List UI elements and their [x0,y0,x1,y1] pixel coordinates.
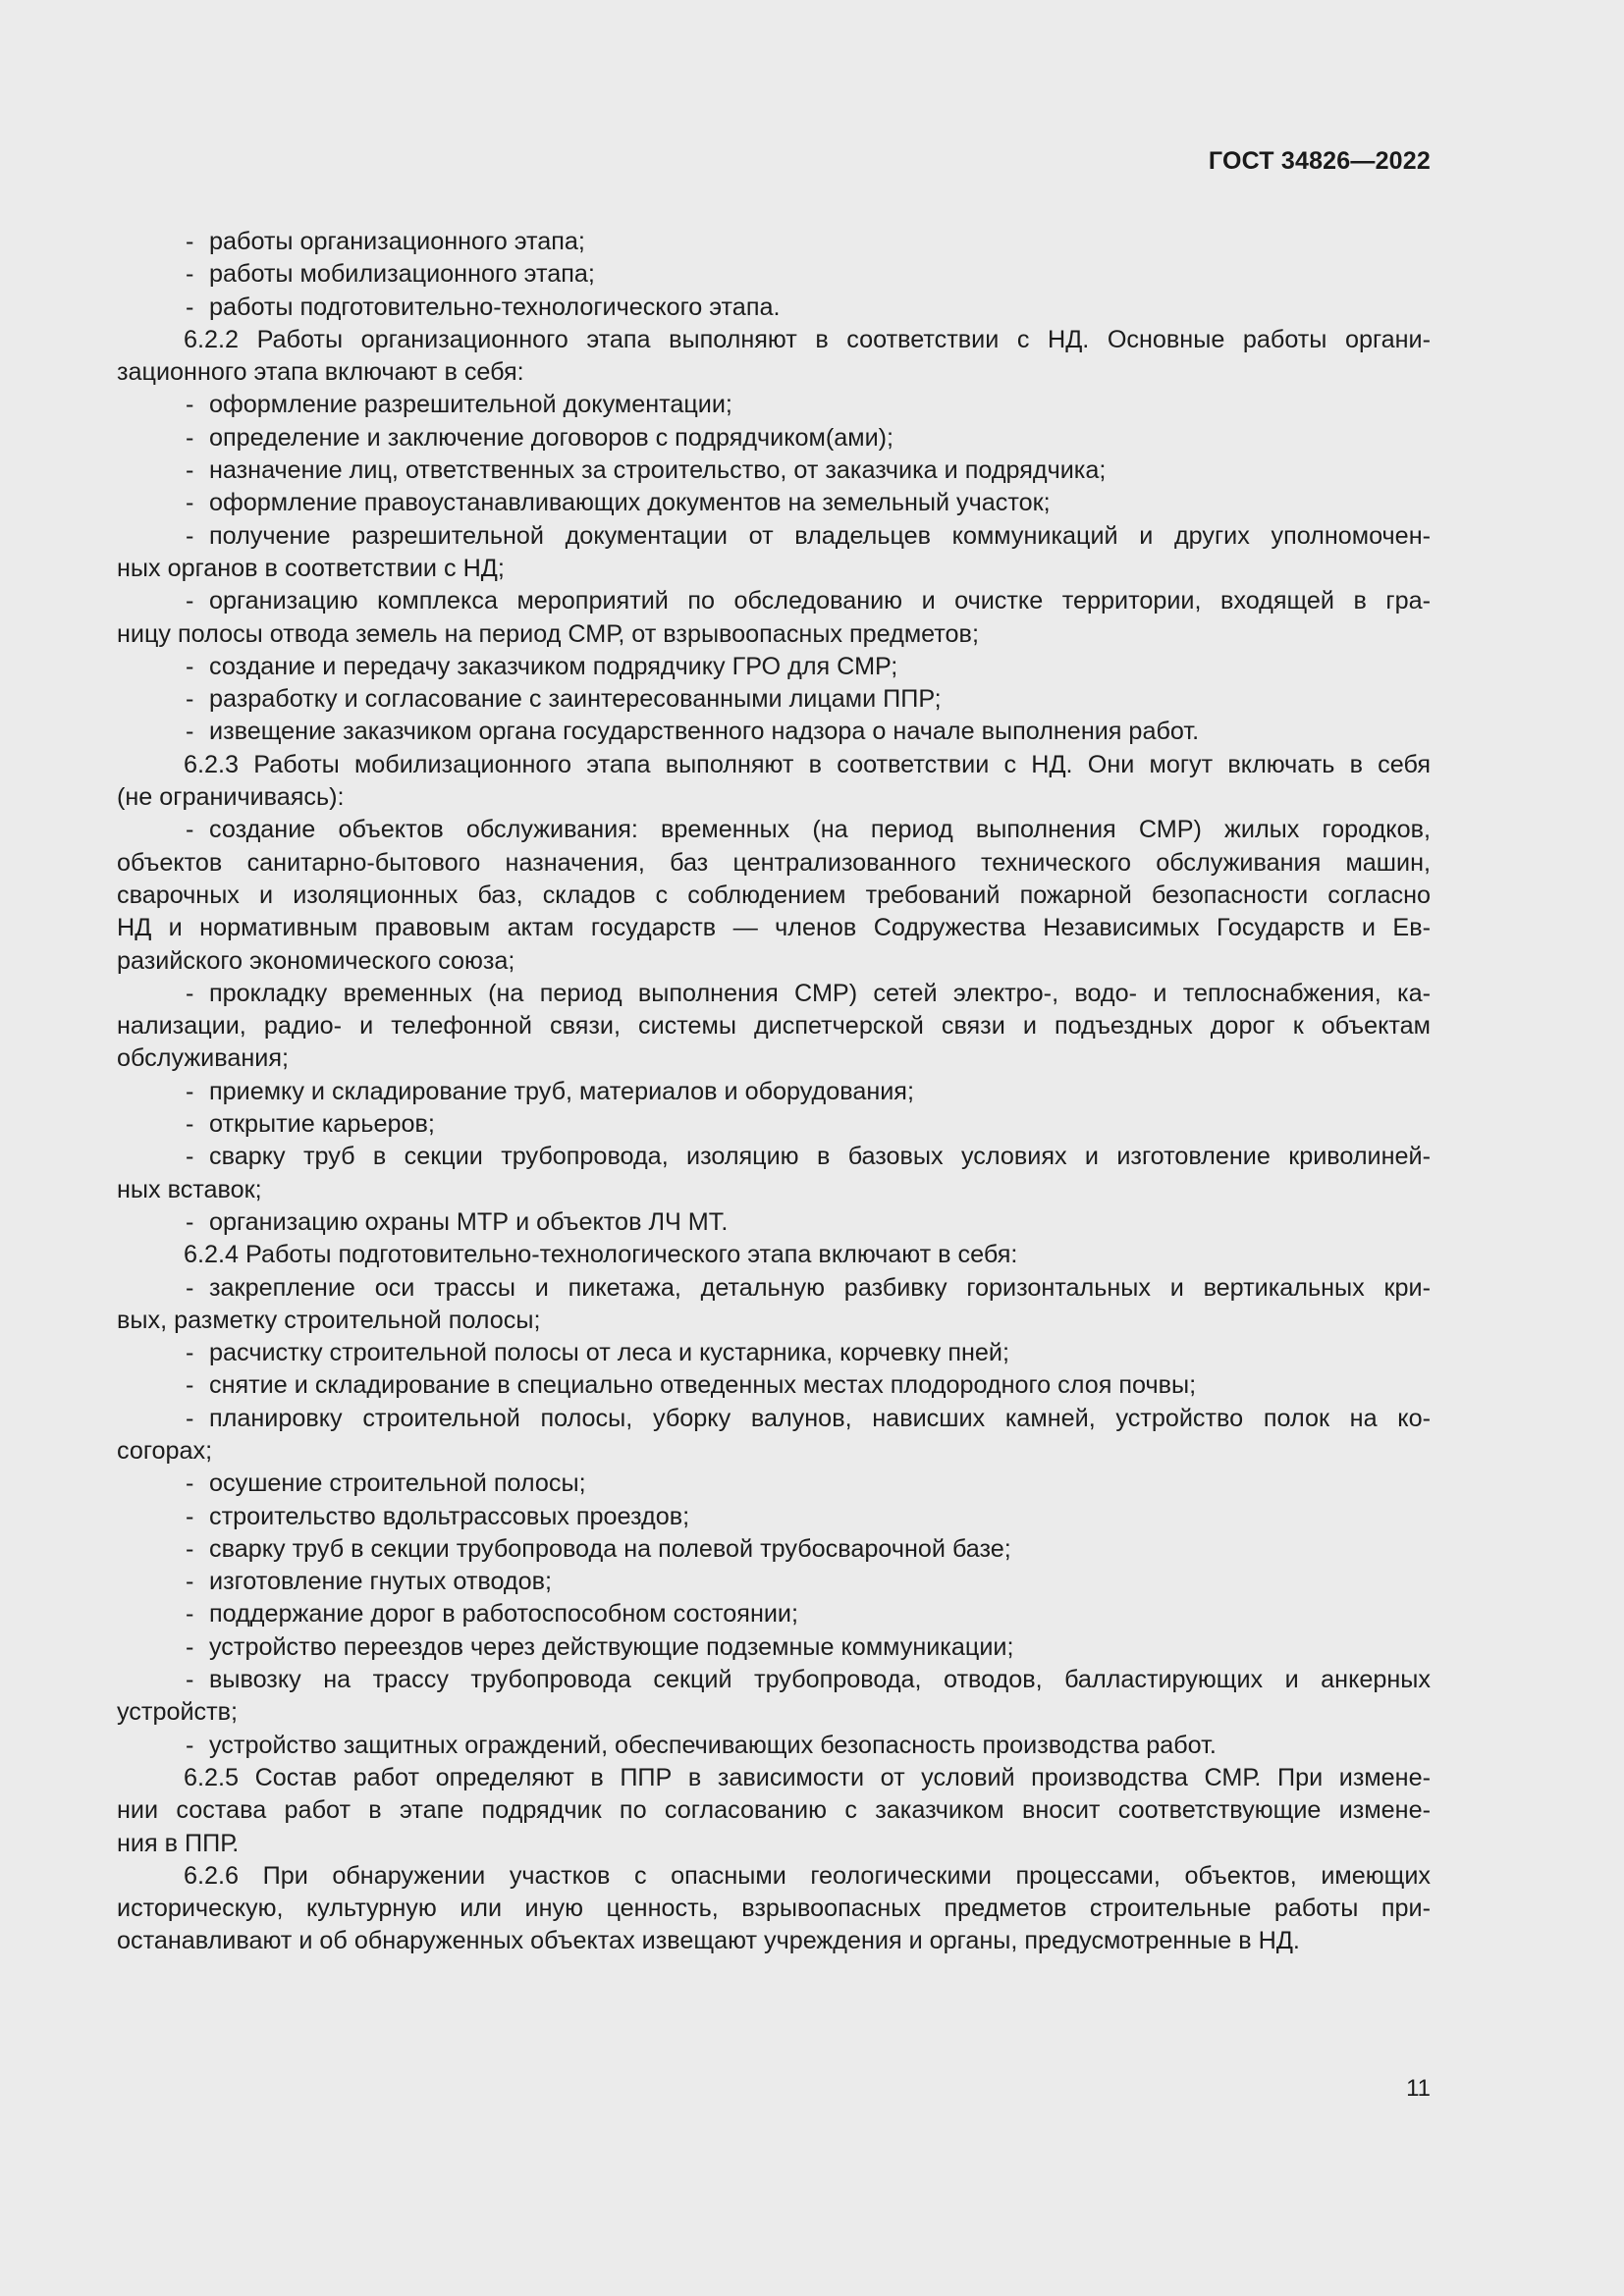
continuation-line: ния в ППР. [117,1829,240,1857]
continuation-line: вых, разметку строительной полосы; [117,1306,541,1334]
list-item-text: создание и передачу заказчиком подрядчику ГРО для СМР; [209,652,898,680]
list-item-text: снятие и складирование в специально отведенных местах плодородного слоя почвы; [209,1371,1197,1400]
list-item [117,422,1431,454]
list-item [117,814,1431,846]
list-item [117,716,1431,748]
continuation-line: НД и нормативным правовым актам государств — членов Содружества Независимых Государств и Ев- [117,914,1431,942]
list-dash: - [186,293,194,321]
list-item-text: работы подготовительно-технологического этапа. [209,293,781,321]
list-item [117,1533,1431,1566]
list-item [117,651,1431,683]
continuation-line: нии состава работ в этапе подрядчик по согласованию с заказчиком вносит соответствующие измене- [117,1796,1431,1825]
continuation-line: обслуживания; [117,1044,289,1073]
list-item [117,487,1431,519]
list-dash: - [186,1077,194,1105]
paragraph-line: 6.2.5 Состав работ определяют в ППР в зависимости от условий производства СМР. При измене- [184,1763,1431,1791]
list-dash: - [186,816,194,844]
list-dash: - [186,1568,194,1596]
list-item-text: прокладку временных (на период выполнения СМР) сетей электро-, водо- и теплоснабжения, ка- [209,979,1431,1007]
list-item [117,1076,1431,1108]
list-dash: - [186,718,194,746]
list-item [117,1566,1431,1598]
list-dash: - [186,1502,194,1530]
list-dash: - [186,1143,194,1171]
list-item-text: создание объектов обслуживания: временных (на период выполнения СМР) жилых городков, [209,816,1431,844]
continuation-line: нализации, радио- и телефонной связи, системы диспетчерской связи и подъездных дорог к объектам [117,1012,1431,1041]
list-dash: - [186,1666,194,1694]
list-dash: - [186,456,194,485]
continuation-line: ных органов в соответствии с НД; [117,554,505,582]
list-item [117,389,1431,421]
list-dash: - [186,587,194,615]
continuation-line: согорах; [117,1436,213,1465]
continuation-line: объектов санитарно-бытового назначения, баз централизованного технического обслуживания машин, [117,848,1431,877]
list-item-text: работы мобилизационного этапа; [209,260,595,289]
list-item [117,1631,1431,1664]
document-header: ГОСТ 34826—2022 [1208,147,1431,175]
list-item [117,1730,1431,1762]
list-dash: - [186,1404,194,1432]
list-item-text: строительство вдольтрассовых проездов; [209,1502,690,1530]
continuation-line: устройств; [117,1698,239,1727]
continuation-line: разийского экономического союза; [117,946,515,975]
list-item [117,1369,1431,1402]
list-item-text: организацию охраны МТР и объектов ЛЧ МТ. [209,1207,729,1236]
list-item [117,520,1431,553]
continuation-line: ницу полосы отвода земель на период СМР, от взрывоопасных предметов; [117,619,979,648]
list-item [117,585,1431,617]
list-item-text: организацию комплекса мероприятий по обследованию и очистке территории, входящей в гра- [209,587,1431,615]
list-dash: - [186,1469,194,1498]
list-dash: - [186,652,194,680]
list-item-text: изготовление гнутых отводов; [209,1568,553,1596]
list-item [117,1598,1431,1630]
list-dash: - [186,979,194,1007]
list-item-text: открытие карьеров; [209,1110,435,1139]
list-dash: - [186,1600,194,1629]
paragraph-line: 6.2.3 Работы мобилизационного этапа выполняют в соответствии с НД. Они могут включать в себя [184,750,1431,778]
list-item-text: устройство переездов через действующие подземные коммуникации; [209,1632,1014,1661]
list-item [117,1501,1431,1533]
list-item [117,978,1431,1010]
continuation-line: историческую, культурную или иную ценность, взрывоопасных предметов строительные работы при- [117,1895,1431,1923]
list-item [117,1468,1431,1500]
continuation-line: останавливают и об обнаруженных объектах извещают учреждения и органы, предусмотренные в НД. [117,1927,1300,1955]
list-dash: - [186,521,194,550]
continuation-line: сварочных и изоляционных баз, складов с соблюдением требований пожарной безопасности согласно [117,881,1431,909]
list-dash: - [186,1371,194,1400]
list-item [117,1403,1431,1435]
paragraph-line: 6.2.6 При обнаружении участков с опасными геологическими процессами, объектов, имеющих [184,1861,1431,1890]
paragraph-line: 6.2.2 Работы организационного этапа выполняют в соответствии с НД. Основные работы органи- [184,325,1431,353]
list-item-text: осушение строительной полосы; [209,1469,586,1498]
continuation-line: зационного этапа включают в себя: [117,358,524,387]
list-item-text: сварку труб в секции трубопровода на полевой трубосварочной базе; [209,1534,1011,1563]
continuation-line: ных вставок; [117,1175,262,1203]
list-item [117,454,1431,487]
list-item-text: сварку труб в секции трубопровода, изоляцию в базовых условиях и изготовление криволиней- [209,1143,1431,1171]
list-item-text: работы организационного этапа; [209,228,585,255]
list-dash: - [186,423,194,452]
list-dash: - [186,489,194,517]
list-item-text: вывозку на трассу трубопровода секций трубопровода, отводов, балластирующих и анкерных [209,1666,1431,1694]
list-dash: - [186,1534,194,1563]
list-dash: - [186,1207,194,1236]
list-item [117,1272,1431,1305]
list-item-text: назначение лиц, ответственных за строительство, от заказчика и подрядчика; [209,456,1107,485]
list-item-text: оформление разрешительной документации; [209,391,732,419]
list-item-text: оформление правоустанавливающих документов на земельный участок; [209,489,1051,517]
list-item-text: извещение заказчиком органа государственного надзора о начале выполнения работ. [209,718,1200,746]
paragraph-line: 6.2.4 Работы подготовительно-технологического этапа включают в себя: [184,1241,1018,1269]
list-dash: - [186,1273,194,1302]
continuation-line: (не ограничиваясь): [117,783,345,812]
list-dash: - [186,1632,194,1661]
list-item [117,1141,1431,1173]
list-item [117,258,1431,291]
list-item-text: планировку строительной полосы, уборку валунов, нависших камней, устройство полок на ко- [209,1404,1431,1432]
list-item-text: поддержание дорог в работоспособном состоянии; [209,1600,798,1629]
page-number: 11 [1406,2075,1431,2102]
list-dash: - [186,1731,194,1759]
list-item-text: приемку и складирование труб, материалов и оборудования; [209,1077,914,1105]
list-item-text: расчистку строительной полосы от леса и кустарника, корчевку пней; [209,1339,1009,1367]
list-item-text: определение и заключение договоров с подрядчиком(ами); [209,423,894,452]
list-item [117,1337,1431,1369]
list-dash: - [186,1339,194,1367]
list-item-text: устройство защитных ограждений, обеспечивающих безопасность производства работ. [209,1731,1217,1759]
document-body [117,226,1431,1958]
list-item [117,226,1431,258]
list-dash: - [186,1110,194,1139]
list-dash: - [186,391,194,419]
list-item [117,1664,1431,1696]
list-item [117,1108,1431,1141]
list-item [117,683,1431,716]
list-item-text: закрепление оси трассы и пикетажа, детальную разбивку горизонтальных и вертикальных кри- [209,1273,1431,1302]
list-item [117,292,1431,324]
list-item-text: разработку и согласование с заинтересованными лицами ППР; [209,685,942,714]
list-dash: - [186,685,194,714]
list-dash: - [186,228,194,255]
list-item [117,1206,1431,1239]
list-dash: - [186,260,194,289]
list-item-text: получение разрешительной документации от владельцев коммуникаций и других уполномочен- [209,521,1431,550]
